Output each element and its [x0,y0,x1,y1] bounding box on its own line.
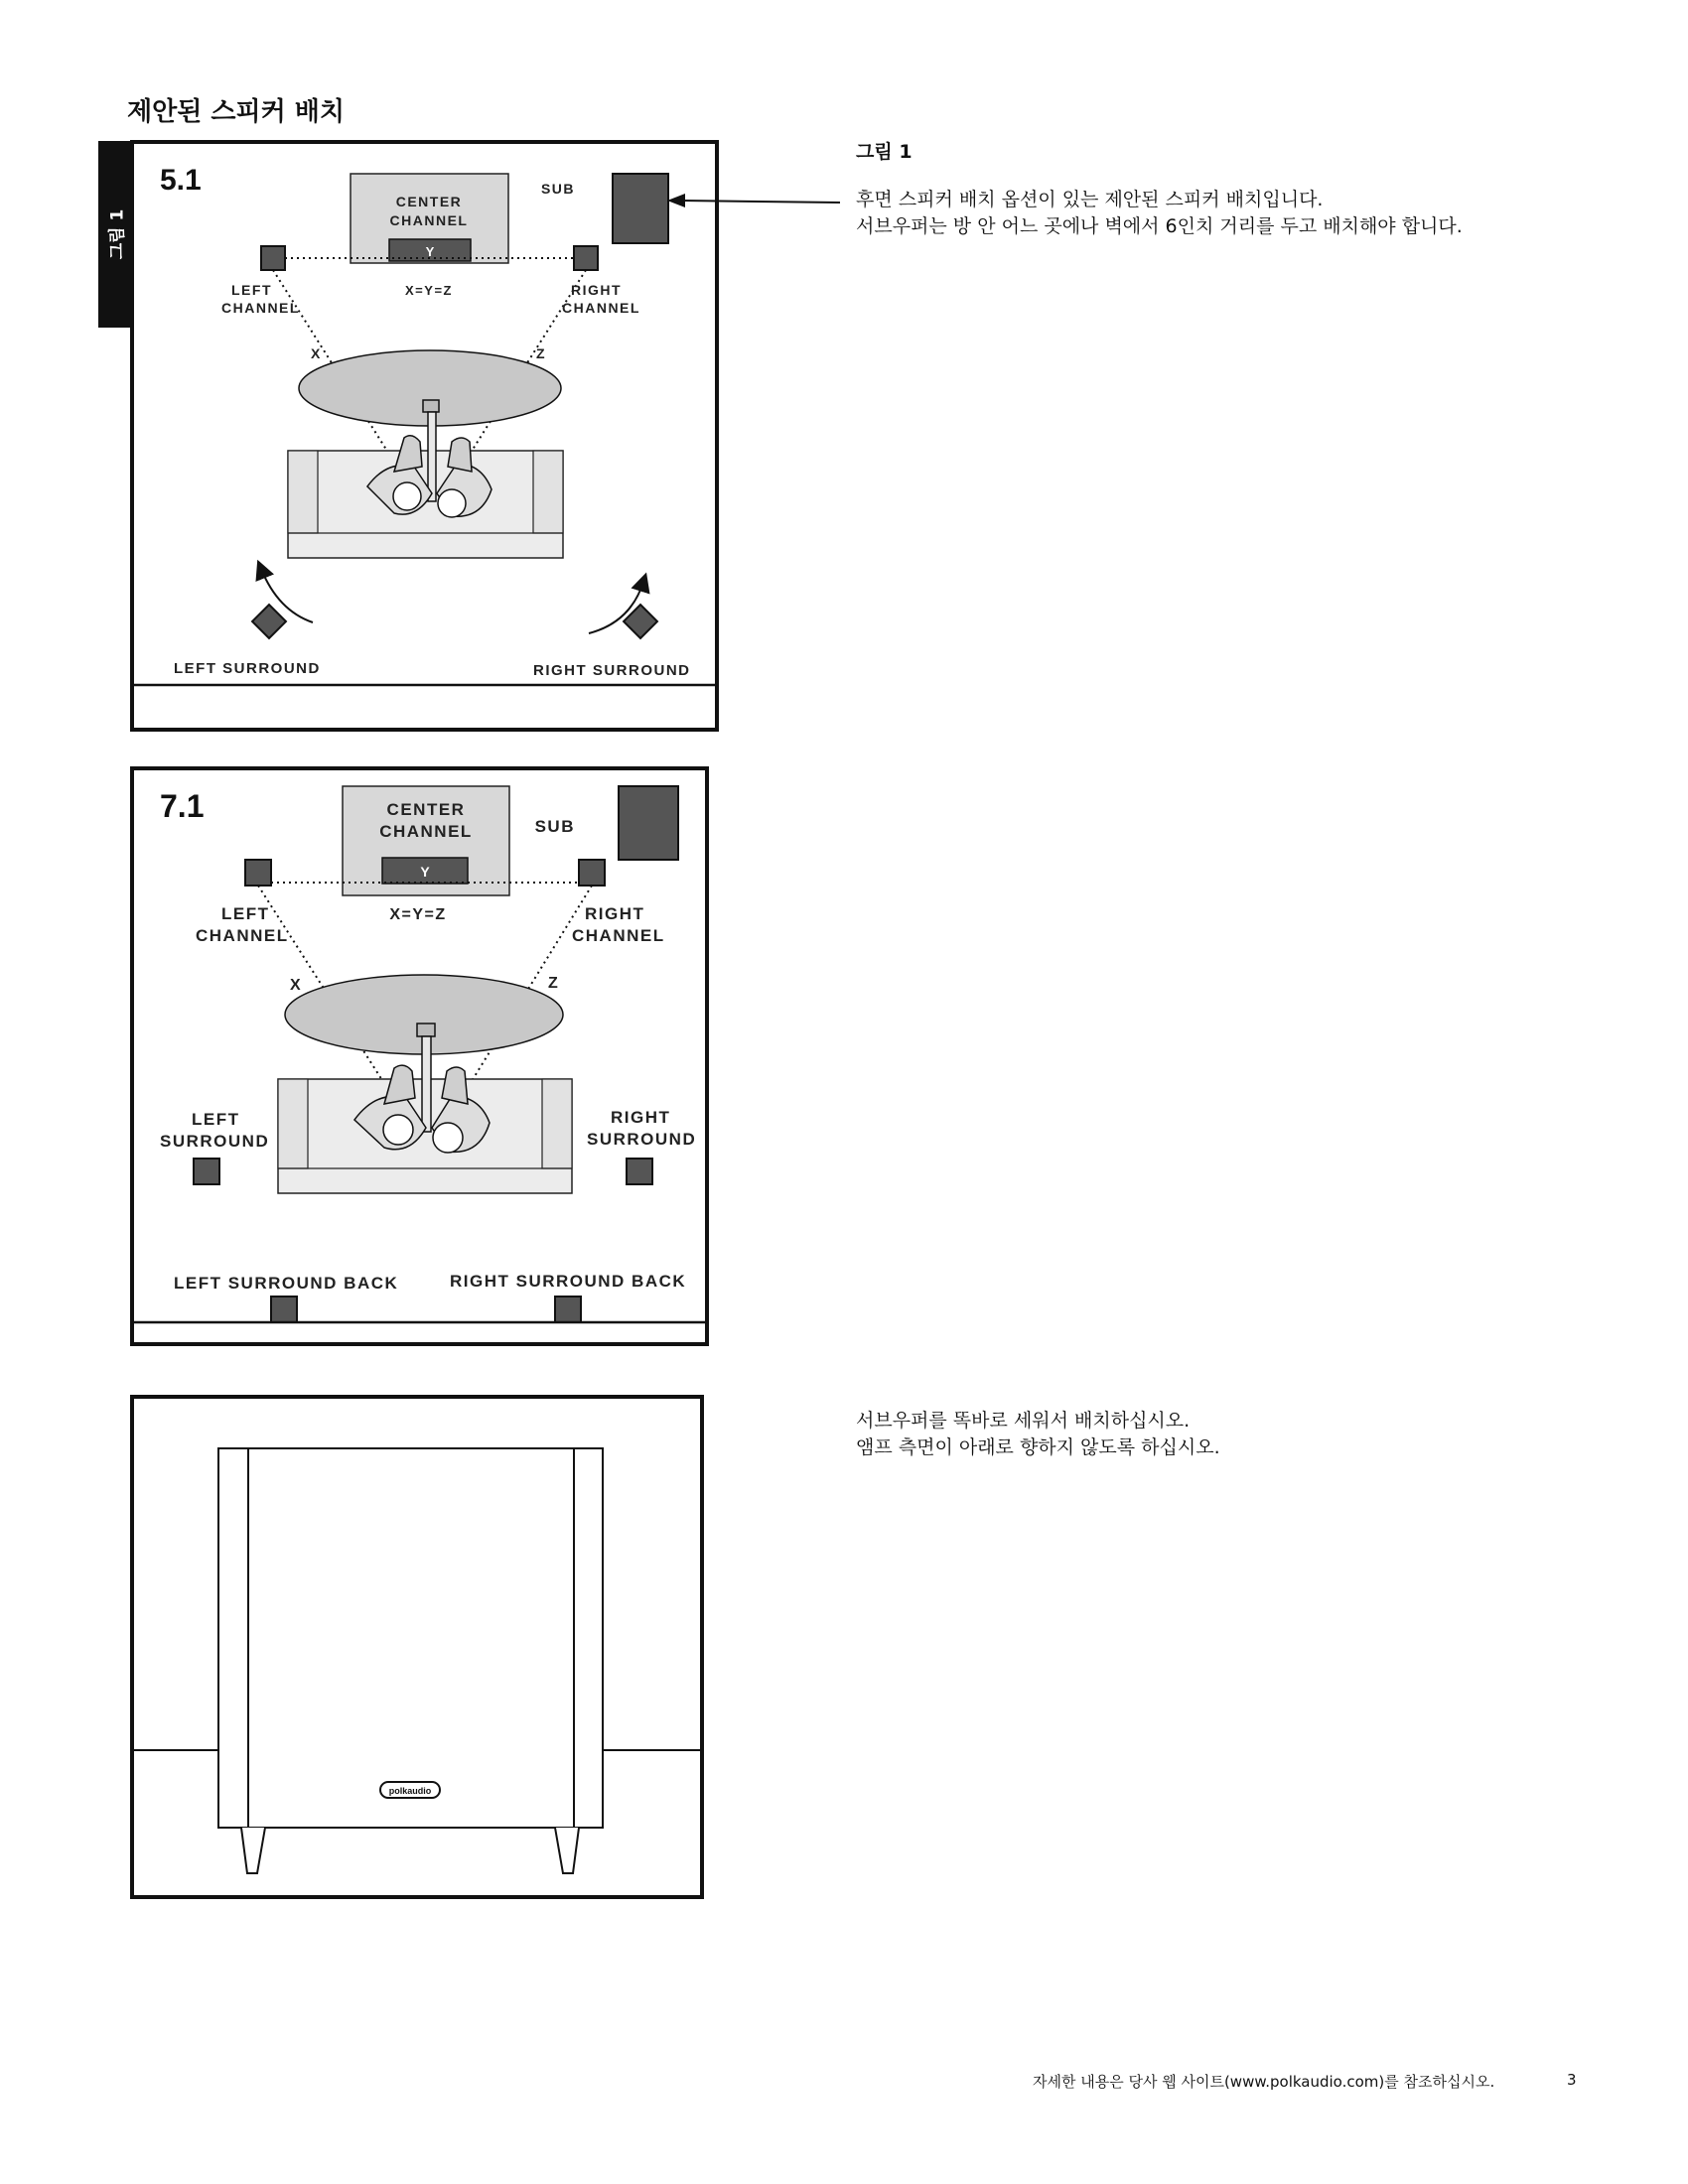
center-channel-label-1: CENTER [395,194,463,209]
left-channel-speaker [245,860,271,886]
polkaudio-logo-text: polkaudio [388,1786,432,1796]
left-surround-back-label: LEFT SURROUND BACK [174,1274,399,1293]
right-channel-label-2: CHANNEL [572,926,665,945]
x-distance-label: X [290,977,303,994]
right-surround-speaker [627,1159,652,1184]
right-channel-label-2: CHANNEL [562,300,640,316]
right-surround-label-2: SURROUND [587,1130,697,1149]
equation-label: X=Y=Z [389,906,447,923]
subwoofer-foot-left [241,1828,265,1873]
right-channel-label-1: RIGHT [571,282,623,298]
center-channel-label-2: CHANNEL [389,212,469,228]
figure-label: 그림 1 [856,141,913,163]
center-y-label: Y [425,244,435,259]
figure-side-tab [98,141,132,328]
diagram-7-1-canvas [134,770,705,1342]
left-channel-label-2: CHANNEL [221,300,300,316]
right-surround-back-label: RIGHT SURROUND BACK [450,1272,687,1291]
left-surround-speaker [252,605,286,638]
diagram-7-1 [130,766,709,1346]
sub-label: SUB [540,181,575,197]
right-channel-speaker [579,860,605,886]
figure-description-line-2: 서브우퍼는 방 안 어느 곳에나 벽에서 6인치 거리를 두고 배치해야 합니다. [856,215,1463,237]
subwoofer-diagram [130,1395,704,1899]
figure-side-tab-label: 그림 1 [107,208,128,260]
sofa [288,451,563,558]
subwoofer-description-line-2: 앰프 측면이 아래로 향하지 않도록 하십시오. [856,1436,1220,1458]
sofa-arm-right [533,451,563,533]
page-number: 3 [1567,2071,1577,2089]
right-surround-label-1: RIGHT [611,1108,671,1127]
equation-label: X=Y=Z [405,283,453,298]
left-surround-label-2: SURROUND [160,1132,270,1151]
mode-label: 7.1 [160,788,205,824]
z-distance-label: Z [548,975,560,992]
subwoofer-canvas [134,1399,700,1895]
subwoofer-description-line-1: 서브우퍼를 똑바로 세워서 배치하십시오. [856,1410,1191,1432]
page-title: 제안된 스피커 배치 [127,97,346,127]
right-surround-label: RIGHT SURROUND [533,662,691,679]
left-surround-back-speaker [271,1297,297,1322]
sofa-arm-left [278,1079,308,1168]
footer-website-note: 자세한 내용은 당사 웹 사이트(www.polkaudio.com)를 참조하십시오. [1033,2073,1495,2091]
right-surround-back-speaker [555,1297,581,1322]
sub-pointer-line [681,201,840,203]
subwoofer-cabinet [218,1448,603,1828]
left-channel-label-1: LEFT [231,282,272,298]
subwoofer-speaker [619,786,678,860]
sub-label: SUB [534,817,575,836]
left-surround-speaker [194,1159,219,1184]
subwoofer-description [856,1408,1220,1461]
diagram-5-1 [130,140,719,732]
right-channel-speaker [574,246,598,270]
sub-pointer-arrow [665,189,844,218]
z-distance-label: Z [536,345,547,361]
figure-description [856,187,1463,240]
left-channel-speaker [261,246,285,270]
x-distance-label: X [311,345,322,361]
subwoofer-speaker [613,174,668,243]
sofa-arm-right [542,1079,572,1168]
center-channel-label-2: CHANNEL [379,822,473,841]
right-channel-label-1: RIGHT [585,904,645,923]
center-y-label: Y [420,864,430,880]
left-channel-label-1: LEFT [221,904,270,923]
mode-label: 5.1 [160,164,202,197]
left-surround-label-1: LEFT [192,1110,240,1129]
diagram-5-1-canvas [134,144,715,728]
subwoofer-foot-right [555,1828,579,1873]
sub-pointer-head [667,194,685,207]
left-channel-label-2: CHANNEL [196,926,289,945]
sofa-arm-left [288,451,318,533]
figure-description-line-1: 후면 스피커 배치 옵션이 있는 제안된 스피커 배치입니다. [856,189,1324,210]
center-channel-label-1: CENTER [386,800,466,819]
left-surround-label: LEFT SURROUND [174,660,321,677]
